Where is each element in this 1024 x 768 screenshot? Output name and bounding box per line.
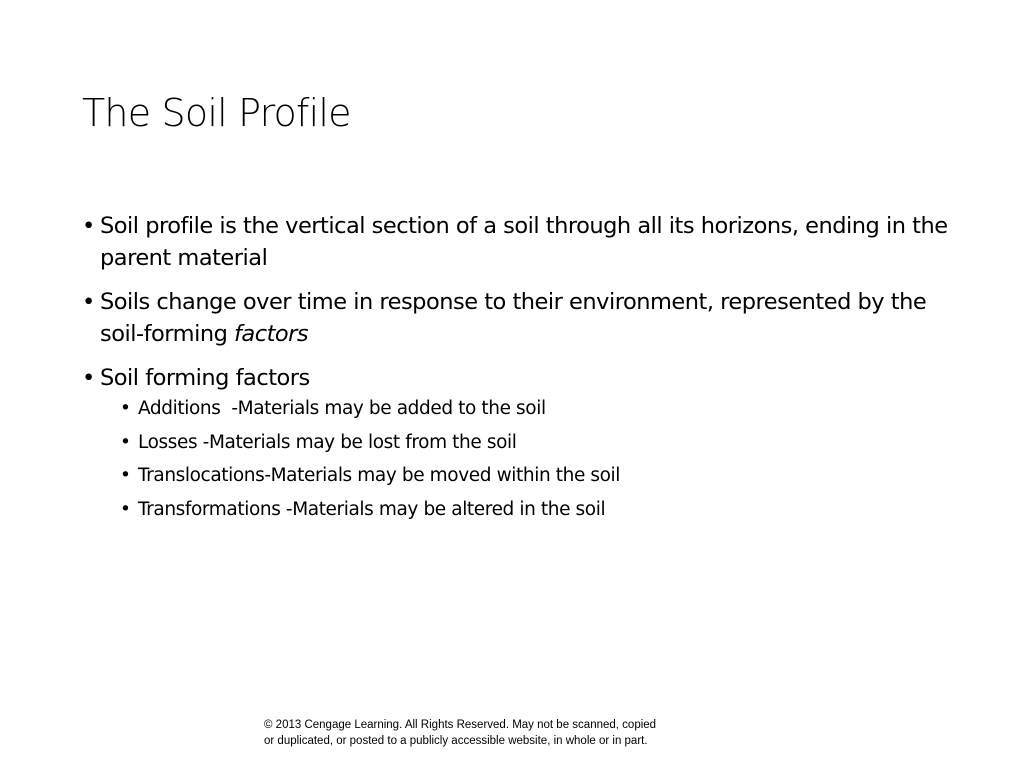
sub-bullet-marker: •	[120, 498, 131, 520]
sub-bullet-transformations	[120, 497, 962, 523]
sub-bullet-list	[82, 396, 962, 523]
sub-bullet-losses	[120, 430, 962, 456]
slide-body	[82, 210, 962, 530]
bullet-text: Soil profile is the vertical section of a soil through all its horizons, ending in the parent material	[100, 213, 948, 271]
bullet-marker: •	[82, 289, 95, 315]
sub-bullet-marker: •	[120, 465, 131, 486]
bullet-soil-forming-factors	[82, 362, 962, 394]
bullet-marker: •	[82, 365, 95, 391]
bullet-marker: •	[82, 213, 95, 239]
bullet-emphasis-text: factors	[234, 321, 309, 347]
copyright-notice	[264, 717, 656, 749]
slide-title: The Soil Profile	[82, 91, 351, 135]
bullet-soils-change	[82, 286, 962, 350]
sub-bullet-text: Translocations-Materials may be moved within the soil	[138, 465, 621, 486]
bullet-soil-profile	[82, 210, 962, 274]
sub-bullet-marker: •	[120, 398, 131, 419]
copyright-line-1: © 2013 Cengage Learning. All Rights Reserved. May not be scanned, copied	[264, 719, 657, 731]
sub-bullet-additions	[120, 396, 962, 422]
sub-bullet-text: Losses -Materials may be lost from the soil	[138, 431, 517, 453]
bullet-text: Soils change over time in response to their environment, represented by the soil-forming	[100, 289, 927, 347]
sub-bullet-text: Additions -Materials may be added to the soil	[138, 398, 546, 419]
sub-bullet-marker: •	[120, 431, 131, 453]
sub-bullet-translocations	[120, 463, 962, 489]
copyright-line-2: or duplicated, or posted to a publicly accessible website, in whole or in part.	[264, 735, 648, 747]
bullet-text: Soil forming factors	[100, 365, 310, 391]
sub-bullet-text: Transformations -Materials may be altered in the soil	[138, 498, 606, 520]
